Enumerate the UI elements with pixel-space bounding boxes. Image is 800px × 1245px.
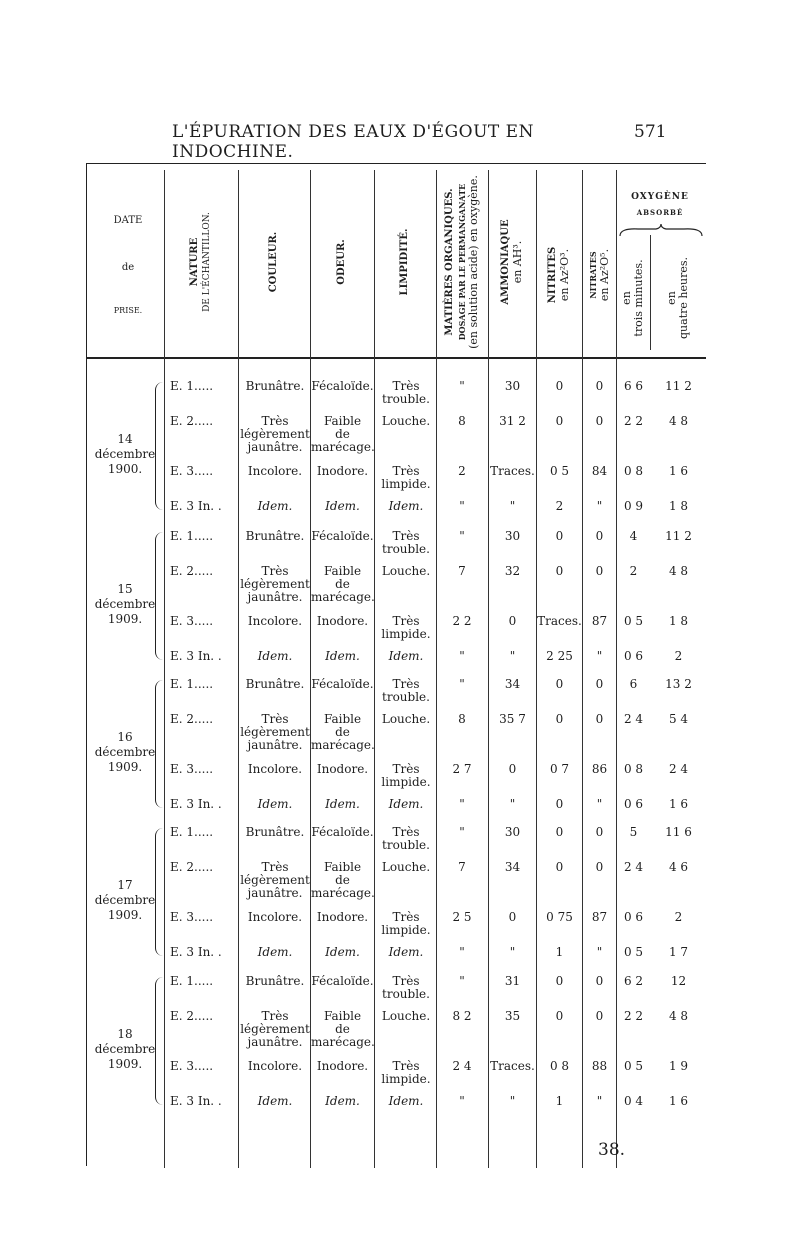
cell-ox4: 1 8 (668, 499, 689, 513)
cell-ox4: 11 2 (665, 529, 692, 543)
cell-odeur: Fécaloïde. (311, 974, 374, 988)
cell-ox4: 11 6 (665, 825, 692, 839)
cell-nitrates: 0 (595, 712, 604, 726)
cell-nitrites: 0 (555, 1009, 564, 1023)
cell-couleur: Idem. (257, 499, 293, 513)
header-matieres-organiques: MATIÈRES ORGANIQUES. DOSAGE PAR LE PERMANGANATE (en solution acide) en oxygène. (444, 175, 480, 349)
cell-ox3: 2 (629, 564, 638, 578)
cell-limpidite: Très limpide. (381, 464, 431, 491)
cell-nature: E. 3..... (170, 910, 214, 924)
cell-nitrites: 0 (555, 860, 564, 874)
cell-ox3: 0 5 (623, 614, 644, 628)
header-oxygene: OXYGÈNE (631, 192, 689, 202)
cell-ox3: 0 6 (623, 649, 644, 663)
cell-amm: 0 (508, 762, 517, 776)
cell-limpidite: Idem. (388, 649, 424, 663)
cell-odeur: Inodore. (316, 614, 369, 628)
cell-couleur: Idem. (257, 797, 293, 811)
cell-nitrates: 0 (595, 1009, 604, 1023)
cell-nitrates: " (596, 797, 603, 811)
cell-nitrites: 0 (555, 414, 564, 428)
cell-couleur: Très légèrement jaunâtre. (240, 860, 310, 900)
cell-odeur: Idem. (325, 1094, 360, 1108)
header-limpidite: LIMPIDITÉ. (399, 228, 410, 296)
cell-mat: " (459, 797, 465, 811)
cell-nitrates: 0 (595, 860, 604, 874)
cell-mat: " (459, 529, 465, 543)
cell-ox3: 4 (629, 529, 638, 543)
cell-ox4: 4 8 (668, 564, 689, 578)
cell-nature: E. 2..... (170, 1009, 214, 1023)
cell-mat: " (459, 945, 465, 959)
cell-nitrites: 0 (555, 677, 564, 691)
cell-odeur: Idem. (325, 797, 360, 811)
cell-limpidite: Très limpide. (381, 762, 431, 789)
cell-limpidite: Très trouble. (382, 529, 430, 556)
header-absorbe: ABSORBÉ (636, 208, 684, 217)
cell-nature: E. 2..... (170, 860, 214, 874)
cell-mat: 8 2 (452, 1009, 472, 1023)
cell-nature: E. 1..... (170, 677, 214, 691)
cell-nitrates: 0 (595, 379, 604, 393)
cell-amm: 35 7 (499, 712, 526, 726)
header-couleur: COULEUR. (268, 231, 279, 293)
cell-couleur: Idem. (257, 945, 293, 959)
cell-ox3: 2 4 (623, 860, 644, 874)
cell-mat: " (459, 1094, 465, 1108)
cell-amm: 35 (504, 1009, 521, 1023)
cell-nature: E. 3 In. . (170, 797, 222, 811)
cell-nitrites: 0 (555, 974, 564, 988)
cell-nature: E. 3 In. . (170, 945, 222, 959)
header-rule (86, 357, 706, 359)
cell-ox4: 11 2 (665, 379, 692, 393)
header-ammoniaque: AMMONIAQUE en AH³. (500, 219, 524, 305)
cell-ox3: 0 9 (623, 499, 644, 513)
cell-nitrites: 1 (555, 945, 564, 959)
cell-nature: E. 3 In. . (170, 1094, 222, 1108)
date-label: 17 décembre 1909. (94, 878, 156, 922)
cell-couleur: Brunâtre. (245, 529, 305, 543)
cell-couleur: Brunâtre. (245, 825, 305, 839)
cell-mat: 2 7 (452, 762, 472, 776)
cell-nitrites: Traces. (537, 614, 582, 628)
cell-nitrates: " (596, 649, 603, 663)
cell-couleur: Très légèrement jaunâtre. (240, 564, 310, 604)
cell-nitrates: 87 (591, 910, 608, 924)
cell-limpidite: Très trouble. (382, 974, 430, 1001)
header-nitrites: NITRITES en Az²O³. (547, 246, 571, 304)
running-head: L'ÉPURATION DES EAUX D'ÉGOUT EN INDOCHINE. (172, 122, 534, 162)
cell-mat: " (459, 974, 465, 988)
date-label: 18 décembre 1909. (94, 1027, 156, 1071)
cell-couleur: Idem. (257, 649, 293, 663)
cell-mat: " (459, 499, 465, 513)
cell-mat: " (459, 649, 465, 663)
cell-couleur: Très légèrement jaunâtre. (240, 414, 310, 454)
cell-mat: " (459, 825, 465, 839)
cell-limpidite: Idem. (388, 1094, 424, 1108)
cell-ox3: 0 6 (623, 797, 644, 811)
cell-ox4: 1 9 (668, 1059, 689, 1073)
cell-nature: E. 1..... (170, 529, 214, 543)
cell-amm: 31 2 (499, 414, 526, 428)
cell-couleur: Incolore. (247, 614, 303, 628)
cell-couleur: Incolore. (247, 464, 303, 478)
cell-odeur: Idem. (325, 499, 360, 513)
cell-couleur: Brunâtre. (245, 974, 305, 988)
cell-amm: 32 (504, 564, 521, 578)
cell-ox4: 5 4 (668, 712, 689, 726)
cell-nitrates: 86 (591, 762, 608, 776)
cell-ox3: 0 8 (623, 762, 644, 776)
cell-odeur: Inodore. (316, 762, 369, 776)
header-nature: NATURE DE L'ÉCHANTILLON. (189, 212, 212, 312)
cell-ox3: 0 6 (623, 910, 644, 924)
cell-couleur: Incolore. (247, 1059, 303, 1073)
header-trois-minutes: en trois minutes. (620, 259, 645, 337)
cell-nature: E. 3..... (170, 762, 214, 776)
header-quatre-heures: en quatre heures. (665, 257, 690, 339)
cell-ox3: 0 5 (623, 945, 644, 959)
cell-ox4: 2 (674, 910, 683, 924)
column-divider (238, 170, 239, 1168)
cell-limpidite: Louche. (381, 712, 431, 726)
cell-ox3: 2 4 (623, 712, 644, 726)
cell-amm: " (509, 649, 516, 663)
cell-odeur: Idem. (325, 945, 360, 959)
cell-amm: 30 (504, 825, 521, 839)
cell-ox4: 1 7 (668, 945, 689, 959)
cell-couleur: Brunâtre. (245, 379, 305, 393)
cell-nature: E. 2..... (170, 712, 214, 726)
cell-couleur: Idem. (257, 1094, 293, 1108)
cell-nature: E. 1..... (170, 825, 214, 839)
cell-limpidite: Très limpide. (381, 1059, 431, 1086)
cell-nitrites: 0 (555, 529, 564, 543)
cell-couleur: Incolore. (247, 762, 303, 776)
cell-odeur: Faible de marécage. (311, 1009, 375, 1049)
cell-nitrites: 0 (555, 379, 564, 393)
cell-ox3: 2 2 (623, 1009, 644, 1023)
cell-mat: " (459, 677, 465, 691)
cell-nature: E. 2..... (170, 564, 214, 578)
cell-nitrates: 84 (591, 464, 608, 478)
cell-ox3: 6 2 (623, 974, 644, 988)
cell-couleur: Très légèrement jaunâtre. (240, 712, 310, 752)
cell-amm: " (509, 499, 516, 513)
cell-amm: 31 (504, 974, 521, 988)
cell-nitrites: 0 (555, 797, 564, 811)
page-number: 571 (634, 122, 667, 142)
cell-limpidite: Très trouble. (382, 379, 430, 406)
cell-limpidite: Très trouble. (382, 677, 430, 704)
cell-odeur: Fécaloïde. (311, 529, 374, 543)
cell-mat: 2 2 (452, 614, 472, 628)
cell-nitrites: 0 7 (549, 762, 570, 776)
cell-limpidite: Très limpide. (381, 614, 431, 641)
cell-nitrites: 0 (555, 712, 564, 726)
cell-ox3: 2 2 (623, 414, 644, 428)
cell-nature: E. 1..... (170, 379, 214, 393)
cell-amm: Traces. (490, 1059, 535, 1073)
cell-mat: 2 4 (452, 1059, 472, 1073)
cell-limpidite: Louche. (381, 860, 431, 874)
cell-ox3: 0 8 (623, 464, 644, 478)
cell-ox3: 0 5 (623, 1059, 644, 1073)
cell-ox4: 1 6 (668, 464, 689, 478)
cell-amm: Traces. (490, 464, 535, 478)
cell-mat: 2 5 (452, 910, 472, 924)
cell-ox4: 4 8 (668, 1009, 689, 1023)
cell-limpidite: Louche. (381, 564, 431, 578)
cell-ox4: 4 6 (668, 860, 689, 874)
cell-amm: " (509, 945, 516, 959)
cell-nature: E. 3 In. . (170, 649, 222, 663)
cell-mat: 2 (458, 464, 466, 478)
cell-limpidite: Idem. (388, 499, 424, 513)
cell-nature: E. 2..... (170, 414, 214, 428)
cell-amm: 30 (504, 529, 521, 543)
cell-odeur: Faible de marécage. (311, 860, 375, 900)
cell-nitrites: 2 (555, 499, 564, 513)
cell-amm: 34 (504, 860, 521, 874)
cell-ox4: 2 (674, 649, 683, 663)
cell-couleur: Incolore. (247, 910, 303, 924)
cell-nitrates: 0 (595, 529, 604, 543)
oxygen-subcolumn-divider (650, 235, 651, 350)
table-left-rule (86, 163, 87, 1166)
header-nitrates: NITRATES en Az²O⁵. (588, 248, 611, 302)
date-label: 14 décembre 1900. (94, 432, 156, 476)
cell-couleur: Très légèrement jaunâtre. (240, 1009, 310, 1049)
date-label: 16 décembre 1909. (94, 730, 156, 774)
cell-amm: " (509, 1094, 516, 1108)
cell-amm: 0 (508, 910, 517, 924)
cell-odeur: Fécaloïde. (311, 379, 374, 393)
cell-nitrates: " (596, 1094, 603, 1108)
cell-nitrates: 0 (595, 414, 604, 428)
header-date-de: de (121, 262, 135, 273)
oxygen-brace (618, 224, 704, 238)
cell-ox4: 1 6 (668, 797, 689, 811)
cell-nitrites: 0 (555, 564, 564, 578)
header-date-prise: PRISE. (113, 306, 143, 315)
cell-nitrites: 0 (555, 825, 564, 839)
cell-nitrites: 1 (555, 1094, 564, 1108)
cell-nitrites: 0 8 (549, 1059, 570, 1073)
cell-nature: E. 3..... (170, 1059, 214, 1073)
cell-nature: E. 3 In. . (170, 499, 222, 513)
cell-amm: 0 (508, 614, 517, 628)
cell-odeur: Inodore. (316, 910, 369, 924)
cell-limpidite: Très trouble. (382, 825, 430, 852)
cell-nitrates: 87 (591, 614, 608, 628)
signature-mark: 38. (598, 1140, 626, 1160)
cell-ox4: 2 4 (668, 762, 689, 776)
cell-mat: " (459, 379, 465, 393)
cell-nature: E. 3..... (170, 464, 214, 478)
cell-odeur: Faible de marécage. (311, 414, 375, 454)
table-top-rule (86, 163, 706, 164)
cell-odeur: Fécaloïde. (311, 825, 374, 839)
cell-nitrates: " (596, 945, 603, 959)
cell-odeur: Idem. (325, 649, 360, 663)
cell-limpidite: Idem. (388, 945, 424, 959)
cell-odeur: Fécaloïde. (311, 677, 374, 691)
cell-nitrates: 0 (595, 974, 604, 988)
cell-ox4: 1 8 (668, 614, 689, 628)
cell-couleur: Brunâtre. (245, 677, 305, 691)
cell-limpidite: Idem. (388, 797, 424, 811)
cell-amm: " (509, 797, 516, 811)
column-divider (164, 170, 165, 1168)
cell-ox3: 6 6 (623, 379, 644, 393)
cell-amm: 30 (504, 379, 521, 393)
cell-odeur: Faible de marécage. (311, 564, 375, 604)
header-odeur: ODEUR. (336, 239, 347, 285)
cell-nitrates: 0 (595, 564, 604, 578)
cell-limpidite: Louche. (381, 1009, 431, 1023)
cell-limpidite: Louche. (381, 414, 431, 428)
cell-nitrates: 88 (591, 1059, 608, 1073)
cell-ox3: 0 4 (623, 1094, 644, 1108)
cell-mat: 8 (458, 414, 466, 428)
cell-nature: E. 3..... (170, 614, 214, 628)
cell-mat: 7 (458, 860, 466, 874)
cell-ox4: 13 2 (665, 677, 692, 691)
date-label: 15 décembre 1909. (94, 582, 156, 626)
cell-ox3: 5 (629, 825, 638, 839)
cell-nitrites: 0 75 (546, 910, 573, 924)
cell-odeur: Inodore. (316, 464, 369, 478)
cell-nitrates: " (596, 499, 603, 513)
header-date: DATE (113, 215, 143, 226)
cell-mat: 8 (458, 712, 466, 726)
column-divider (374, 170, 375, 1168)
cell-odeur: Inodore. (316, 1059, 369, 1073)
cell-nature: E. 1..... (170, 974, 214, 988)
cell-nitrates: 0 (595, 677, 604, 691)
cell-mat: 7 (458, 564, 466, 578)
cell-ox3: 6 (629, 677, 638, 691)
cell-nitrates: 0 (595, 825, 604, 839)
cell-odeur: Faible de marécage. (311, 712, 375, 752)
cell-ox4: 4 8 (668, 414, 689, 428)
cell-nitrites: 0 5 (549, 464, 570, 478)
cell-ox4: 1 6 (668, 1094, 689, 1108)
cell-amm: 34 (504, 677, 521, 691)
cell-nitrites: 2 25 (546, 649, 573, 663)
cell-ox4: 12 (670, 974, 687, 988)
cell-limpidite: Très limpide. (381, 910, 431, 937)
